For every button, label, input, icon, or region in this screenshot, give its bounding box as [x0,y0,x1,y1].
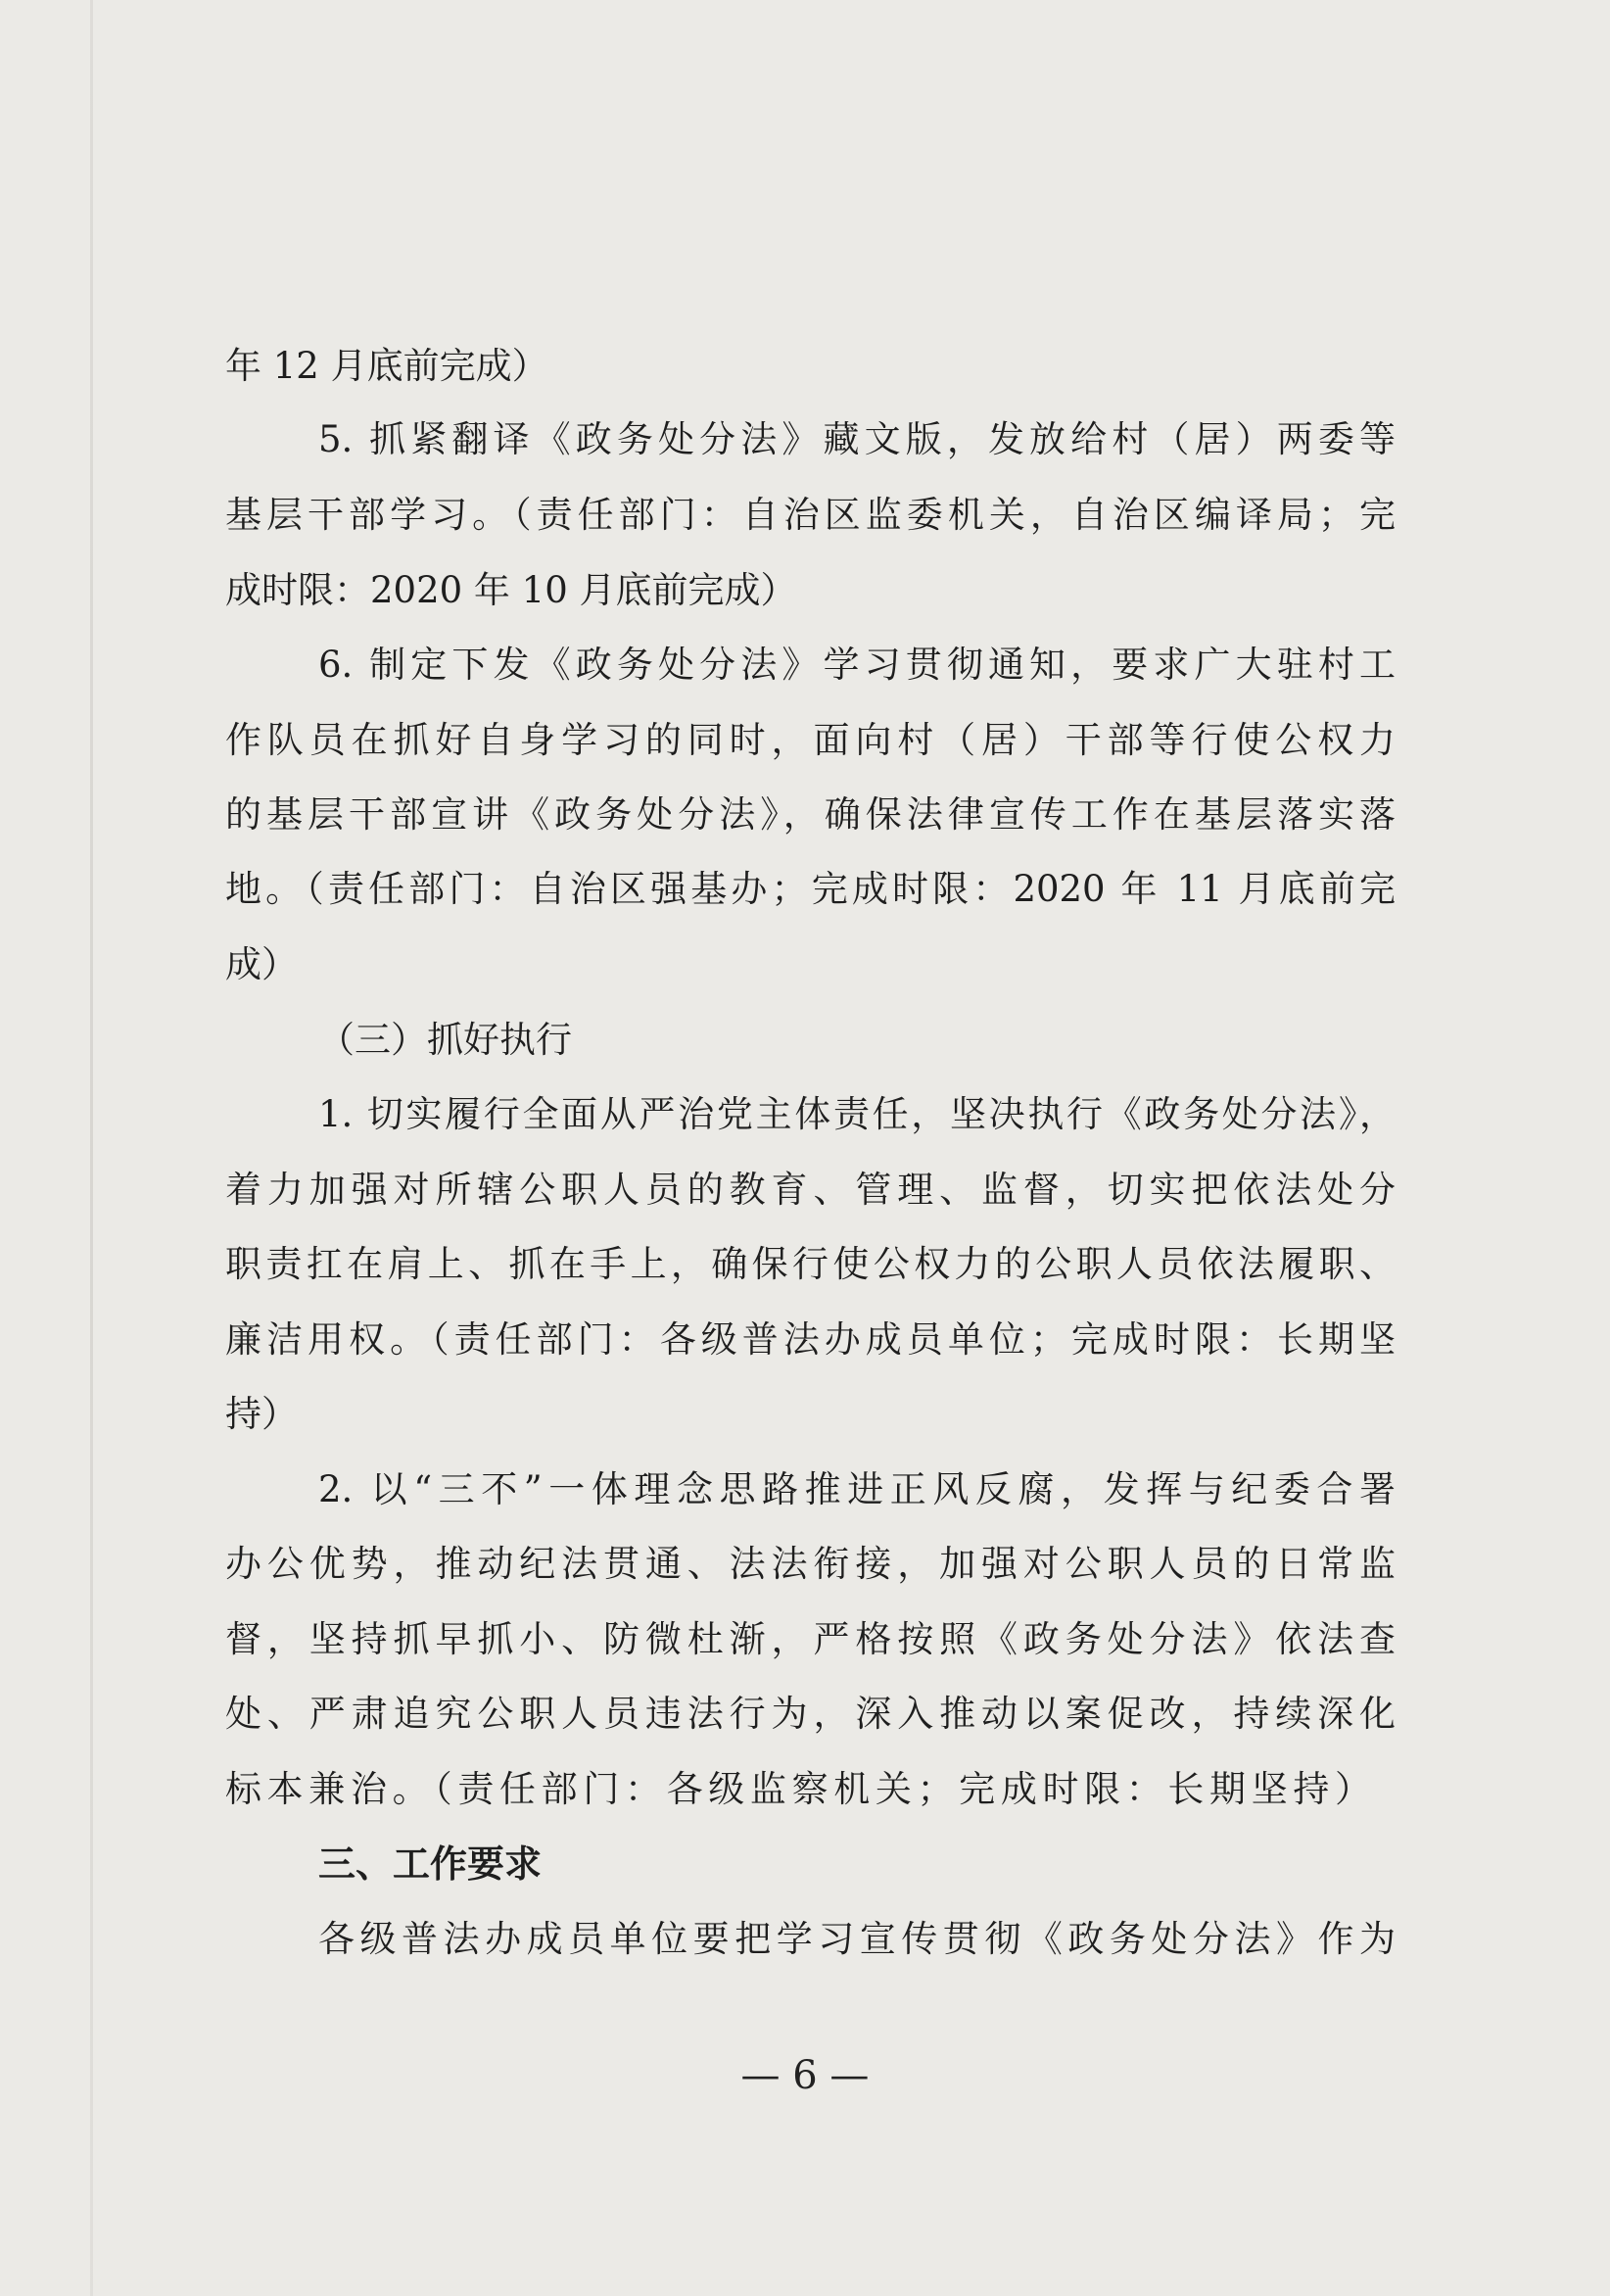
section-heading-3: （三）抓好执行 [318,1019,572,1061]
text-line: 作队员在抓好自身学习的同时，面向村（居）干部等行使公权力 [225,719,1396,761]
page-number: — 6 — [740,2053,870,2098]
text-line: 基层干部学习。（责任部门：自治区监委机关，自治区编译局；完 [225,494,1396,536]
text-line: 的基层干部宣讲《政务处分法》，确保法律宣传工作在基层落实落 [225,793,1396,836]
scan-edge-shadow [90,0,93,2296]
text-line: 成） [225,943,298,985]
text-line-item-1: 1. 切实履行全面从严治党主体责任，坚决执行《政务处分法》， [318,1093,1396,1135]
text-line-item-2: 2. 以“三不”一体理念思路推进正风反腐，发挥与纪委合署 [318,1468,1396,1510]
text-line: 职责扛在肩上、抓在手上，确保行使公权力的公职人员依法履职、 [225,1243,1396,1285]
text-line: 办公优势，推动纪法贯通、法法衔接，加强对公职人员的日常监 [225,1543,1396,1585]
text-line: 成时限：2020 年 10 月底前完成） [225,569,797,611]
text-line-item-5: 5. 抓紧翻译《政务处分法》藏文版，发放给村（居）两委等 [318,418,1396,460]
text-line: 年 12 月底前完成） [225,345,548,387]
text-line: 持） [225,1393,298,1435]
text-line: 处、严肃追究公职人员违法行为，深入推动以案促改，持续深化 [225,1693,1396,1735]
text-line: 着力加强对所辖公职人员的教育、管理、监督，切实把依法处分 [225,1169,1396,1211]
section-heading-three: 三、工作要求 [318,1842,543,1886]
text-line: 地。（责任部门：自治区强基办；完成时限：2020 年 11 月底前完 [225,868,1396,910]
text-line: 各级普法办成员单位要把学习宣传贯彻《政务处分法》作为 [318,1918,1396,1960]
text-line-item-6: 6. 制定下发《政务处分法》学习贯彻通知，要求广大驻村工 [318,644,1396,686]
text-line: 标本兼治。（责任部门：各级监察机关；完成时限：长期坚持） [225,1768,1371,1810]
text-line: 督，坚持抓早抓小、防微杜渐，严格按照《政务处分法》依法查 [225,1618,1396,1660]
text-line: 廉洁用权。（责任部门：各级普法办成员单位；完成时限：长期坚 [225,1318,1396,1361]
